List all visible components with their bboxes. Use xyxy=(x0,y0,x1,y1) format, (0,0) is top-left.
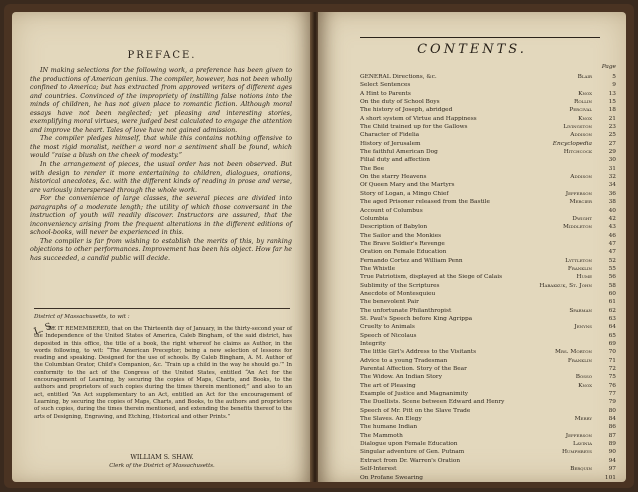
seal-mark: L. S. xyxy=(32,320,56,338)
entry-page: 70 xyxy=(608,349,616,356)
entry-page: 90 xyxy=(608,449,616,456)
entry-page: 60 xyxy=(608,290,616,297)
entry-author: Habakkuk, St. John xyxy=(539,282,592,289)
contents-entry xyxy=(360,340,616,348)
contents-entry xyxy=(360,390,616,398)
contents-entry xyxy=(360,190,616,198)
entry-title: Dialogue upon Female Education xyxy=(360,441,458,448)
divider-rule xyxy=(34,308,290,309)
entry-page: 31 xyxy=(608,165,616,172)
page-column-header: Page xyxy=(601,64,616,70)
entry-page: 61 xyxy=(608,299,616,306)
contents-entry xyxy=(360,81,616,89)
entry-page: 34 xyxy=(608,182,616,189)
entry-page: 63 xyxy=(608,315,616,322)
entry-title: True Patriotism, displayed at the Siege of Calais xyxy=(360,274,503,281)
copyright-notice xyxy=(34,326,292,421)
entry-author: Knox xyxy=(578,382,592,389)
preface-title: PREFACE. xyxy=(127,50,197,61)
entry-page: 15 xyxy=(608,99,616,106)
entry-title: Character of Fidelia xyxy=(360,132,420,139)
contents-entry xyxy=(360,357,616,365)
contents-entry xyxy=(360,240,616,248)
contents-entry xyxy=(360,131,616,139)
contents-entry xyxy=(360,90,616,98)
entry-page: 21 xyxy=(608,115,616,122)
preface-paragraph: In the arrangement of pieces, the usual order has not been observed. But with design to render it more entertaining to children, dialogues, orations, historical anecdotes, &c. with the different kinds of reading in prose and verse, are variously interspersed through the whole work. xyxy=(30,160,292,194)
entry-author: Hume xyxy=(576,274,592,281)
entry-author: Franklin xyxy=(567,357,592,364)
entry-page: 36 xyxy=(608,190,616,197)
entry-page: 80 xyxy=(608,407,616,414)
entry-page: 64 xyxy=(608,324,616,331)
entry-page: 47 xyxy=(608,249,616,256)
entry-title: Cruelty to Animals xyxy=(360,324,415,331)
contents-entry xyxy=(360,248,616,256)
entry-title: The Duellists. Scene between Edward and Henry xyxy=(360,399,505,406)
entry-author: Knox xyxy=(578,115,592,122)
entry-title: Fernando Cortez and William Penn xyxy=(360,257,463,264)
contents-entry xyxy=(360,315,616,323)
entry-page: 71 xyxy=(608,357,616,364)
contents-entry xyxy=(360,290,616,298)
contents-entry xyxy=(360,307,616,315)
entry-author: Humphreys xyxy=(561,449,592,456)
entry-page: 87 xyxy=(608,432,616,439)
entry-page: 72 xyxy=(608,366,616,373)
entry-page: 27 xyxy=(608,140,616,147)
contents-entry xyxy=(360,332,616,340)
entry-page: 30 xyxy=(608,157,616,164)
entry-page: 76 xyxy=(608,382,616,389)
entry-title: Select Sentences xyxy=(360,82,411,89)
contents-entry xyxy=(360,265,616,273)
entry-title: The Slaves. An Elegy xyxy=(360,416,422,423)
entry-author: Jefferson xyxy=(565,190,592,197)
entry-title: The faithful American Dog xyxy=(360,149,438,156)
contents-entry xyxy=(360,106,616,114)
contents-entry xyxy=(360,474,616,482)
entry-title: The Brave Soldier's Revenge xyxy=(360,240,445,247)
entry-page: 55 xyxy=(608,265,616,272)
entry-title: Story of Logan, a Mingo Chief xyxy=(360,190,449,197)
contents-entry xyxy=(360,198,616,206)
entry-title: Speech of Mr. Pitt on the Slave Trade xyxy=(360,407,471,414)
contents-entry xyxy=(360,257,616,265)
entry-title: A Hint to Parents xyxy=(360,90,411,97)
contents-entry xyxy=(360,140,616,148)
contents-entry xyxy=(360,215,616,223)
contents-entry xyxy=(360,323,616,331)
contents-entry xyxy=(360,181,616,189)
entry-author: Mercier xyxy=(569,199,592,206)
entry-page: 94 xyxy=(608,457,616,464)
entry-page: 69 xyxy=(608,341,616,347)
entry-title: Singular adventure of Gen. Putnam xyxy=(360,449,465,456)
entry-title: Sublimity of the Scriptures xyxy=(360,282,440,289)
preface-paragraph: For the convenience of large classes, the several pieces are divided into paragraphs of a moderate length; the utility of which those conversant in the instruction of youth will readily discover. Instructors are assured, that the inconveniency arising from the frequent alterations in the different editions of school-books, will never be experienced in this. xyxy=(30,194,292,237)
contents-entry xyxy=(360,407,616,415)
entry-title: Description of Babylon xyxy=(360,224,428,231)
clerk-signature: WILLIAM S. SHAW. xyxy=(130,453,194,461)
entry-title: The history of Joseph, abridged xyxy=(360,107,453,114)
entry-author: Addison xyxy=(570,132,592,139)
entry-title: Of Queen Mary and the Martyrs xyxy=(360,182,455,189)
entry-page: 62 xyxy=(608,307,616,314)
entry-title: Oration on Female Education xyxy=(360,249,447,256)
entry-title: Extract from Dr. Warren's Oration xyxy=(360,457,461,464)
contents-entry xyxy=(360,398,616,406)
entry-author: Blair xyxy=(577,74,592,80)
preface-paragraph: The compiler is far from wishing to establish the merits of this, by ranking objections to other performances. Improvement has been his object. How far he has succeeded, a candid public will decide. xyxy=(30,236,292,263)
entry-title: The aged Prisoner released from the Bastile xyxy=(360,199,490,206)
entry-title: Advice to a young Tradesman xyxy=(360,357,448,364)
entry-title: The Bee xyxy=(360,165,384,172)
entry-title: Self-Interest xyxy=(360,466,397,473)
entry-title: The little Girl's Address to the Visitants xyxy=(360,349,477,356)
entry-title: The benevolent Pair xyxy=(360,299,419,306)
contents-entry xyxy=(360,156,616,164)
contents-list xyxy=(360,73,616,482)
entry-page: 79 xyxy=(608,399,616,406)
entry-author: Addison xyxy=(570,174,592,181)
entry-page: 58 xyxy=(608,282,616,289)
entry-title: The Widow. An Indian Story xyxy=(360,374,442,381)
entry-title: The unfortunate Philanthropist xyxy=(360,307,452,314)
entry-page: 23 xyxy=(608,124,616,131)
entry-title: Speech of Nicolaus xyxy=(360,332,417,339)
entry-page: 97 xyxy=(608,466,616,473)
contents-entry xyxy=(360,423,616,431)
contents-entry xyxy=(360,73,616,81)
entry-author: Franklin xyxy=(567,265,592,272)
entry-page: 46 xyxy=(608,232,616,239)
contents-entry xyxy=(360,382,616,390)
entry-page: 86 xyxy=(608,424,616,431)
entry-page: 29 xyxy=(608,149,616,156)
entry-author: Hitchcock xyxy=(563,149,592,156)
entry-title: The Sailor and the Monkies xyxy=(360,232,442,239)
preface-paragraph: IN making selections for the following work, a preference has been given to the productions of American genius. The compiler, however, has not been wholly confined to America; but has extracted from approved writers of different ages and countries. Convinced of the impropriety of instilling false notions into the minds of children, he has not given place to romantic fiction. Although moral essays have not been neglected; yet pleasing and interesting stories, exemplifying moral virtues, were judged best calculated to engage the attention and improve the heart. Tales of love have not gained admission. xyxy=(30,66,292,134)
preface-body xyxy=(30,66,292,263)
contents-entry xyxy=(360,457,616,465)
entry-title: The humane Indian xyxy=(360,424,418,431)
entry-author: Lyttleton xyxy=(565,257,592,264)
entry-title: Filial duty and affection xyxy=(360,157,431,164)
contents-entry xyxy=(360,365,616,373)
entry-page: 18 xyxy=(608,107,616,114)
entry-page: 101 xyxy=(604,474,616,481)
entry-page: 42 xyxy=(608,215,616,222)
entry-title: The Mammoth xyxy=(360,432,403,439)
entry-title: On the starry Heavens xyxy=(360,174,427,181)
entry-page: 38 xyxy=(608,199,616,206)
contents-entry xyxy=(360,298,616,306)
entry-page: 40 xyxy=(608,207,616,214)
right-page-contents xyxy=(318,12,626,482)
entry-page: 5 xyxy=(612,74,616,80)
entry-page: 52 xyxy=(608,257,616,264)
entry-author: Middleton xyxy=(563,224,592,231)
entry-page: 13 xyxy=(608,90,616,97)
entry-author: Lavinia xyxy=(573,441,592,448)
entry-page: 9 xyxy=(612,82,616,89)
contents-entry xyxy=(360,115,616,123)
entry-title: The Whistle xyxy=(360,265,396,272)
entry-author: Jenyns xyxy=(574,324,592,331)
entry-title: Integrity xyxy=(360,341,386,347)
contents-entry xyxy=(360,440,616,448)
entry-page: 84 xyxy=(608,416,616,423)
contents-entry xyxy=(360,207,616,215)
entry-title: Parental Affection. Story of the Bear xyxy=(360,366,467,373)
entry-title: A short system of Virtue and Happiness xyxy=(360,115,477,122)
entry-page: 47 xyxy=(608,240,616,247)
contents-entry xyxy=(360,348,616,356)
contents-entry xyxy=(360,148,616,156)
entry-page: 56 xyxy=(608,274,616,281)
entry-title: On the duty of School Boys xyxy=(360,99,440,106)
contents-entry xyxy=(360,373,616,381)
entry-author: Sparman xyxy=(569,307,592,314)
entry-title: Example of Justice and Magnanimity xyxy=(360,391,469,398)
entry-page: 65 xyxy=(608,332,616,339)
entry-title: The Child trained up for the Gallows xyxy=(360,124,468,131)
entry-author: Bosso xyxy=(575,374,592,381)
entry-page: 25 xyxy=(608,132,616,139)
contents-entry xyxy=(360,448,616,456)
contents-entry xyxy=(360,123,616,131)
open-book xyxy=(4,4,634,488)
contents-entry xyxy=(360,98,616,106)
contents-entry xyxy=(360,465,616,473)
entry-page: 43 xyxy=(608,224,616,231)
entry-title: Columbia xyxy=(360,215,389,222)
entry-title: GENERAL Directions, &c. xyxy=(360,74,437,80)
entry-author: Mrs. Morton xyxy=(555,349,592,356)
entry-author: Knox xyxy=(578,90,592,97)
entry-author: Rollin xyxy=(573,99,592,106)
contents-entry xyxy=(360,432,616,440)
entry-author: Jefferson xyxy=(565,432,592,439)
entry-title: The art of Pleasing xyxy=(360,382,416,389)
preface-paragraph: The compiler pledges himself, that while this contains nothing offensive to the most rigid moralist, neither a word nor a sentiment shall be found, which would “raise a blush on the cheek of modesty.” xyxy=(30,134,292,160)
entry-page: 77 xyxy=(608,391,616,398)
entry-author: Merry xyxy=(574,416,592,423)
contents-entry xyxy=(360,165,616,173)
contents-title: CONTENTS. xyxy=(417,42,527,57)
entry-title: History of Jerusalem xyxy=(360,140,421,147)
contents-entry xyxy=(360,415,616,423)
contents-entry xyxy=(360,273,616,281)
entry-author: Dwight xyxy=(572,215,592,222)
entry-title: On Profane Swearing xyxy=(360,474,423,481)
entry-author: Livingston xyxy=(563,124,592,131)
entry-page: 89 xyxy=(608,441,616,448)
clerk-title: Clerk of the District of Massachusetts. xyxy=(109,463,215,469)
contents-entry xyxy=(360,282,616,290)
entry-page: 75 xyxy=(608,374,616,381)
copyright-text: BE IT REMEMBERED, that on the Thirteenth day of January, in the thirty-second year of the Independence of the United States of America, Caleb Bingham, of the said district, has deposited in this office, the title of a book, the right whereof he claims as Author, in the words following, to wit: “The American Preceptor; being a new selection of lessons for reading and speaking. Designed for the use of schools. By Caleb Bingham, A. M. Author of the Columbian Orator, Child's Companion, &c. ‘Train up a child in the way he should go.’” In conformity to the act of the Congress of the United States, entitled “An Act for the encouragement of Learning, by securing the copies of Maps, Charts, and Books, to the authors and proprietors of such copies during the times therein mentioned;” and also to an act, entitled “An Act supplementary to an Act, entitled an Act for the encouragement of Learning, by securing the copies of Maps, Charts, and Books, to the authors and proprietors of such copies, during the times therein mentioned, and extending the benefits thereof to the arts of Designing, Engraving, and Etching, Historical and other Prints.” xyxy=(34,326,292,420)
entry-title: St. Paul's Speech before King Agrippa xyxy=(360,315,473,322)
entry-author: Encyclopedia xyxy=(552,140,592,147)
contents-top-rule xyxy=(360,37,600,38)
entry-author: Percival xyxy=(569,107,592,114)
district-heading: District of Massachusetts, to wit : xyxy=(34,314,130,320)
entry-title: Account of Columbus xyxy=(360,207,423,214)
left-page-preface xyxy=(12,12,312,482)
contents-entry xyxy=(360,223,616,231)
entry-author: Berquin xyxy=(570,466,592,473)
entry-page: 32 xyxy=(608,174,616,181)
entry-title: Anecdote of Montesquieu xyxy=(360,290,436,297)
contents-entry xyxy=(360,173,616,181)
contents-entry xyxy=(360,232,616,240)
